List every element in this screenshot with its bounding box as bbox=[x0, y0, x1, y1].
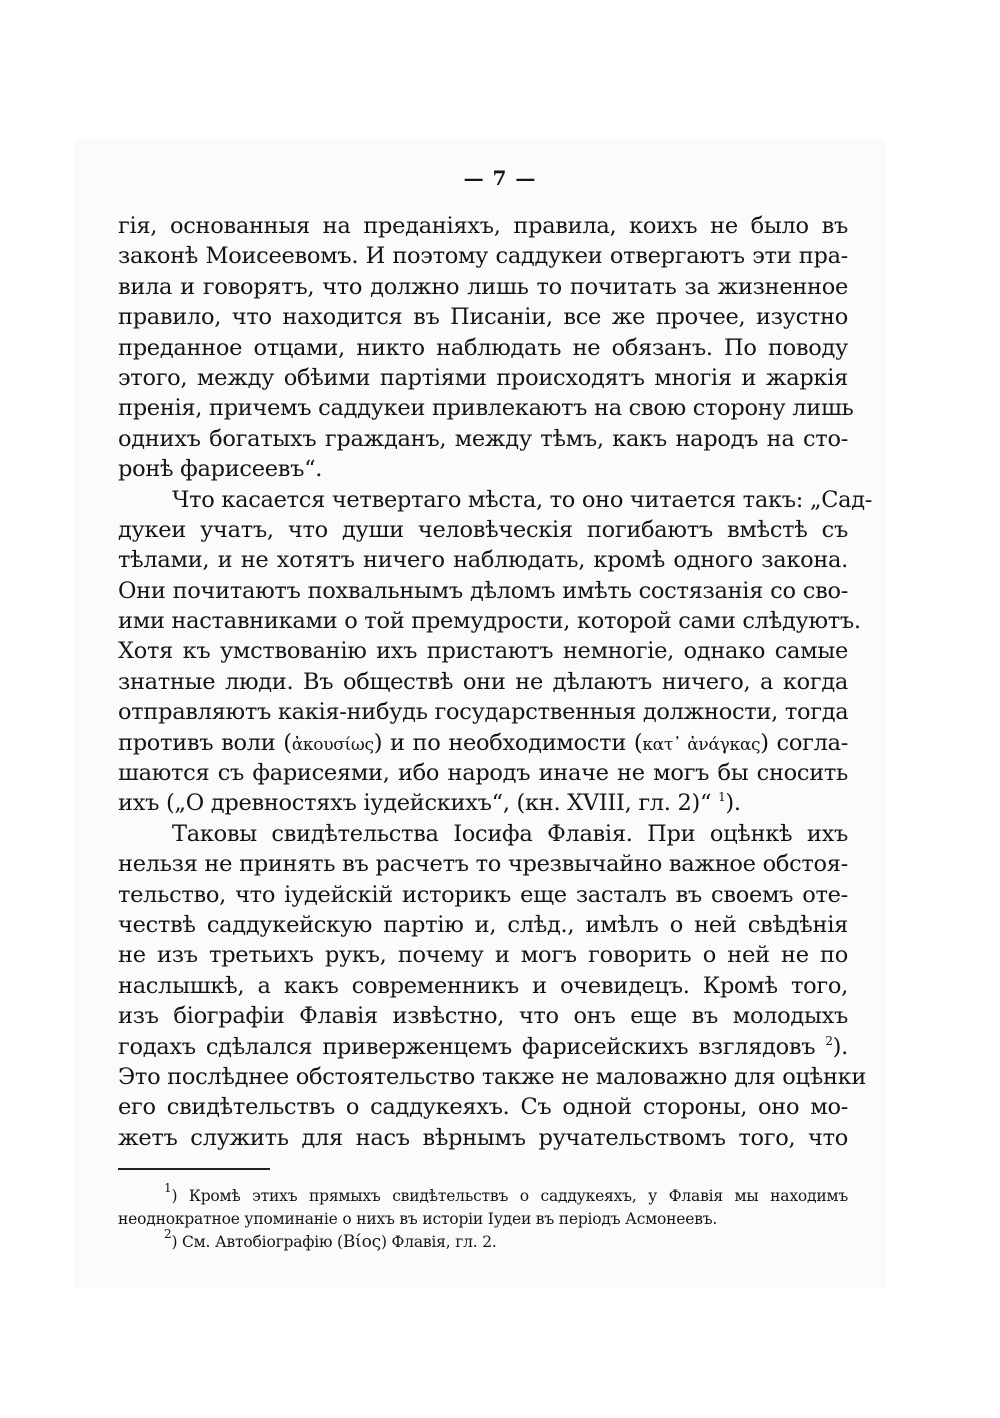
text-line bbox=[118, 667, 848, 697]
text-segment: правило, что находится въ Писаніи, все же прочее, изустно bbox=[118, 304, 848, 331]
text-line bbox=[118, 515, 848, 545]
text-line bbox=[118, 1001, 848, 1031]
text-line bbox=[118, 728, 848, 758]
main-text bbox=[118, 211, 873, 1153]
text-line bbox=[118, 940, 848, 970]
text-line bbox=[118, 788, 848, 818]
text-segment: наслышкѣ, а какъ современникъ и очевидецъ. Кромѣ того, bbox=[118, 972, 848, 999]
footnote-1-line bbox=[118, 1181, 848, 1208]
text-segment: ронѣ фарисеевъ“. bbox=[118, 456, 323, 483]
greek-term: κατ᾽ ἀνάγκας bbox=[642, 734, 761, 755]
text-segment: Хотя къ умствованію ихъ пристаютъ немногіе, однако самые bbox=[118, 638, 848, 665]
greek-term: Βίος bbox=[342, 1232, 381, 1252]
text-line bbox=[118, 333, 848, 363]
text-segment: знатные люди. Въ обществѣ они не дѣлаютъ ничего, а когда bbox=[118, 668, 848, 695]
footnote-divider bbox=[118, 1168, 270, 1170]
text-line bbox=[118, 1123, 848, 1153]
text-segment: изъ біографіи Флавія извѣстно, что онъ еще въ молодыхъ bbox=[118, 1003, 848, 1030]
text-segment: годахъ сдѣлался приверженцемъ фарисейскихъ взглядовъ bbox=[118, 1033, 826, 1060]
text-line bbox=[118, 1062, 867, 1092]
text-segment: ) и по необходимости ( bbox=[373, 729, 643, 756]
text-segment: нельзя не принять въ расчетъ то чрезвычайно важное обстоя- bbox=[118, 851, 848, 878]
text-line bbox=[118, 910, 848, 940]
text-segment: ) Кромѣ этихъ прямыхъ свидѣтельствъ о саддукеяхъ, у Флавія мы находимъ bbox=[171, 1187, 848, 1205]
footnote-marker: 1 bbox=[164, 1181, 172, 1195]
text-segment: преданное отцами, никто наблюдать не обязанъ. По поводу bbox=[118, 334, 848, 361]
text-line bbox=[118, 241, 848, 271]
text-segment: дукеи учатъ, что души человѣческія погибаютъ вмѣстѣ съ bbox=[118, 516, 848, 543]
text-line bbox=[118, 880, 848, 910]
text-line bbox=[118, 697, 848, 727]
text-segment: этого, между обѣими партіями происходятъ многія и жаркія bbox=[118, 364, 848, 391]
text-line bbox=[118, 363, 848, 393]
text-segment: однихъ богатыхъ гражданъ, между тѣмъ, какъ народъ на сто- bbox=[118, 425, 848, 452]
text-line bbox=[118, 272, 848, 302]
text-segment: ) согла- bbox=[760, 729, 849, 756]
text-segment: жетъ служить для насъ вѣрнымъ ручательствомъ того, что bbox=[118, 1124, 848, 1151]
footnotes bbox=[118, 1181, 848, 1254]
text-segment: ихъ („О древностяхъ іудейскихъ“, (кн. XVIII, гл. 2)“ bbox=[118, 790, 719, 817]
text-line bbox=[118, 424, 848, 454]
text-segment: ) См. Автобіографію ( bbox=[171, 1233, 343, 1251]
text-segment: Это послѣднее обстоятельство также не маловажно для оцѣнки bbox=[118, 1063, 867, 1090]
text-segment: ). bbox=[832, 1033, 848, 1060]
paragraph-start-line bbox=[118, 819, 848, 849]
text-segment: ). bbox=[725, 790, 741, 817]
text-line bbox=[118, 302, 848, 332]
text-segment: ) Флавія, гл. 2. bbox=[380, 1233, 497, 1251]
page-number: — 7 — bbox=[463, 166, 537, 190]
text-segment: шаются съ фарисеями, ибо народъ иначе не могъ бы сносить bbox=[118, 760, 848, 787]
text-segment: чествѣ саддукейскую партію и, слѣд., имѣлъ о ней свѣдѣнія bbox=[118, 911, 848, 938]
text-segment: неоднократное упоминаніе о нихъ въ исторіи Іудеи въ періодъ Асмонеевъ. bbox=[118, 1210, 718, 1228]
text-segment: тѣлами, и не хотятъ ничего наблюдать, кромѣ одного закона. bbox=[118, 547, 848, 574]
footnote-ref-1[interactable]: 1 bbox=[718, 790, 726, 805]
footnote-1-line bbox=[118, 1208, 848, 1231]
text-line bbox=[118, 545, 848, 575]
text-segment: законѣ Моисеевомъ. И поэтому саддукеи отвергаютъ эти пра- bbox=[118, 243, 848, 270]
text-line bbox=[118, 971, 848, 1001]
footnote-2-line bbox=[118, 1227, 848, 1254]
text-line bbox=[118, 576, 848, 606]
text-segment: гія, основанныя на преданіяхъ, правила, коихъ не было въ bbox=[118, 213, 848, 239]
footnote-marker: 2 bbox=[164, 1227, 172, 1241]
text-line bbox=[118, 211, 848, 241]
text-segment: Что касается четвертаго мѣста, то оно читается такъ: „Сад- bbox=[172, 486, 873, 513]
text-segment: тельство, что іудейскій историкъ еще засталъ въ своемъ оте- bbox=[118, 881, 848, 908]
text-line bbox=[118, 1092, 848, 1122]
text-line bbox=[118, 454, 848, 484]
paragraph-start-line bbox=[118, 485, 873, 515]
text-line bbox=[118, 758, 848, 788]
text-line bbox=[118, 1032, 848, 1062]
text-segment: отправляютъ какія-нибудь государственныя должности, тогда bbox=[118, 699, 849, 726]
text-segment: не изъ третьихъ рукъ, почему и могъ говорить о ней не по bbox=[118, 942, 848, 969]
text-line bbox=[118, 393, 854, 423]
text-segment: Они почитаютъ похвальнымъ дѣломъ имѣть состязанія со сво- bbox=[118, 577, 848, 604]
text-line bbox=[118, 606, 861, 636]
text-segment: Таковы свидѣтельства Іосифа Флавія. При оцѣнкѣ ихъ bbox=[172, 820, 848, 847]
text-segment: пренія, причемъ саддукеи привлекаютъ на свою сторону лишь bbox=[118, 395, 854, 422]
greek-term: ἀκουσίως bbox=[291, 734, 374, 755]
text-segment: его свидѣтельствъ о саддукеяхъ. Съ одной стороны, оно мо- bbox=[118, 1094, 848, 1121]
text-segment: ими наставниками о той премудрости, которой сами слѣдуютъ. bbox=[118, 608, 861, 635]
footnote-ref-2[interactable]: 2 bbox=[825, 1033, 833, 1048]
text-line bbox=[118, 636, 848, 666]
text-segment: вила и говорятъ, что должно лишь то почитать за жизненное bbox=[118, 273, 848, 300]
text-line bbox=[118, 849, 848, 879]
text-segment: противъ воли ( bbox=[118, 729, 292, 756]
